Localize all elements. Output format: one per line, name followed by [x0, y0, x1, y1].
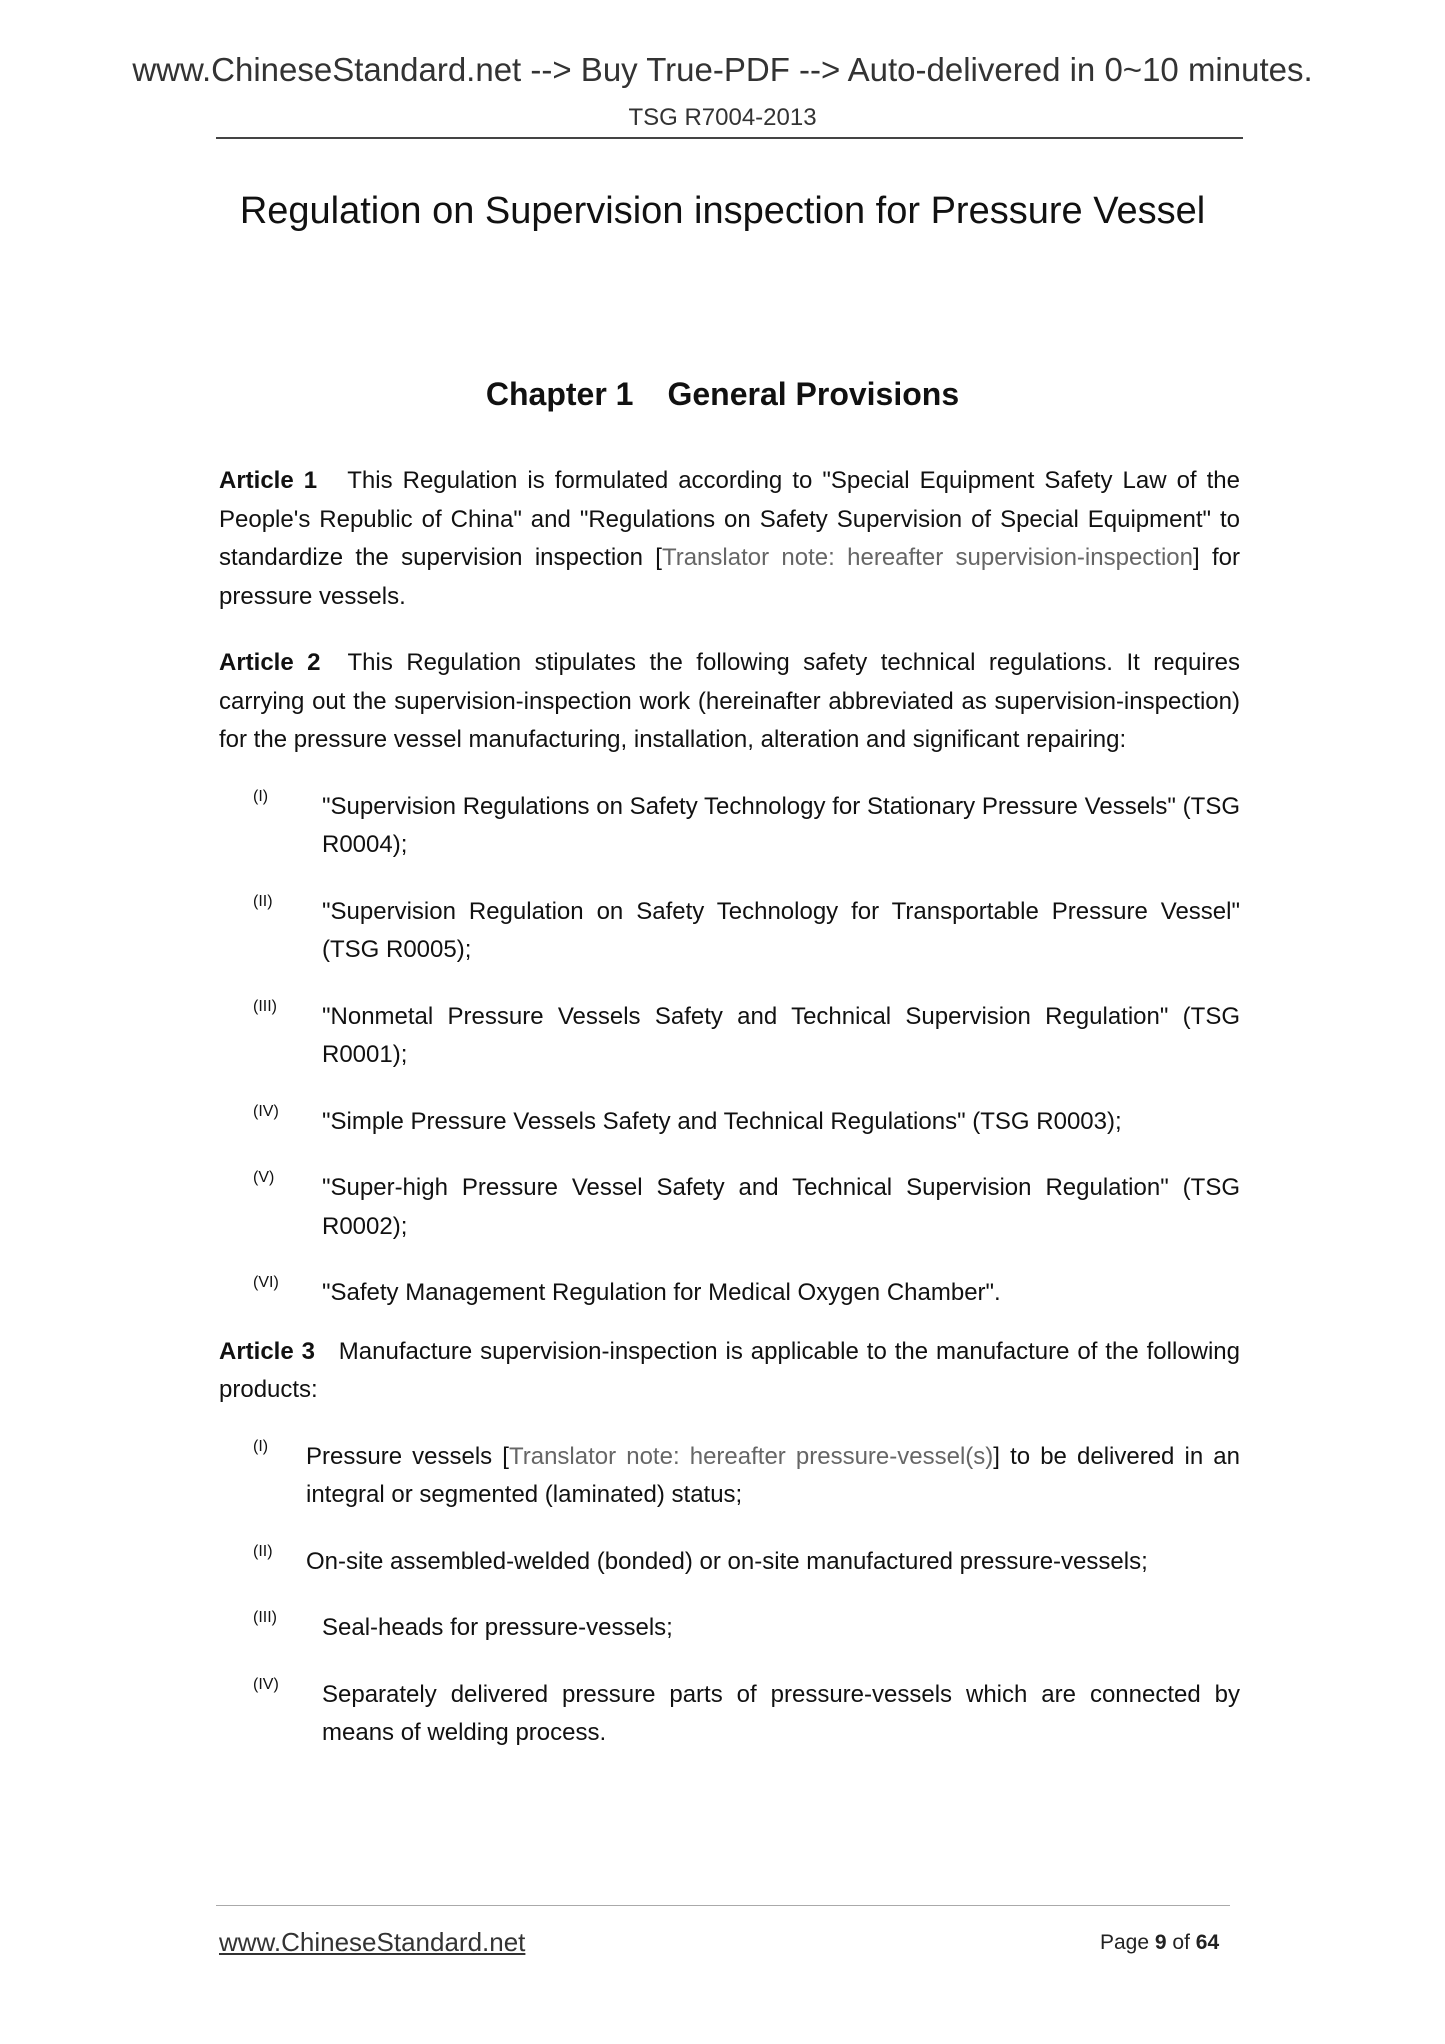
- list-item-text: "Super-high Pressure Vessel Safety and Technical Supervision Regulation" (TSG R0002);: [322, 1174, 1240, 1240]
- list-item: [219, 1543, 1240, 1582]
- list-item: [219, 893, 1240, 970]
- list-item-text: "Supervision Regulation on Safety Technology for Transportable Pressure Vessel" (TSG R0005);: [322, 897, 1240, 963]
- list-item-number: (I): [253, 787, 269, 805]
- list-item: [219, 1438, 1240, 1515]
- article-1: [219, 462, 1240, 616]
- chapter-number: Chapter 1: [485, 376, 634, 412]
- footer-site-link[interactable]: www.ChineseStandard.net: [219, 1927, 526, 1957]
- article-1-end: ] for pressure vessels.: [219, 544, 1240, 610]
- article-1-bracket: [: [642, 544, 662, 571]
- article-1-text: This Regulation is formulated according to "Special Equipment Safety Law of the People's Republic of China" and "Regulations on Safety Supervision of Special Equipment" to standardize the supervision inspection: [219, 467, 1241, 571]
- list-item-number: (II): [253, 1542, 273, 1560]
- translator-note: Translator note: hereafter pressure-vessel(s): [508, 1442, 994, 1470]
- header-divider: [216, 137, 1243, 139]
- list-item-text: Separately delivered pressure parts of pressure-vessels which are connected by means of welding process.: [322, 1680, 1240, 1746]
- page-word: Page: [1100, 1931, 1150, 1954]
- document-title: Regulation on Supervision inspection for Pressure Vessel: [239, 190, 1206, 232]
- list-item-text: On-site assembled-welded (bonded) or on-site manufactured pressure-vessels;: [306, 1547, 1148, 1575]
- list-item-number: (III): [253, 1609, 277, 1626]
- list-item-text: "Safety Management Regulation for Medical Oxygen Chamber".: [322, 1279, 1001, 1306]
- article-1-label: Article 1: [219, 467, 318, 494]
- list-item-number: (V): [253, 1169, 275, 1186]
- list-item-number: (IV): [253, 1102, 279, 1120]
- list-item: [219, 1274, 1240, 1313]
- list-item-number: (IV): [253, 1675, 279, 1693]
- list-item-text: "Simple Pressure Vessels Safety and Technical Regulations" (TSG R0003);: [322, 1107, 1122, 1135]
- translator-note: Translator note: hereafter supervision-inspection: [661, 544, 1193, 571]
- list-item-text: "Nonmetal Pressure Vessels Safety and Technical Supervision Regulation" (TSG R0001);: [322, 1002, 1240, 1068]
- list-item-number: (I): [253, 1437, 269, 1455]
- list-item-text-end: ] to be delivered in an integral or segmented (laminated) status;: [306, 1442, 1240, 1508]
- list-item: [219, 1169, 1240, 1246]
- list-item: [219, 1103, 1240, 1142]
- list-item-text: Seal-heads for pressure-vessels;: [322, 1614, 673, 1641]
- document-body: [219, 462, 1240, 1781]
- list-item-text-start: Pressure vessels [: [306, 1442, 509, 1470]
- article-3-text: Manufacture supervision-inspection is applicable to the manufacture of the following products:: [219, 1337, 1240, 1403]
- page-current: 9: [1154, 1931, 1167, 1954]
- list-item-number: (III): [253, 997, 277, 1015]
- list-item-text: [306, 1438, 1240, 1515]
- article-2: [219, 644, 1240, 760]
- list-item-text: "Supervision Regulations on Safety Technology for Stationary Pressure Vessels" (TSG R0004);: [322, 792, 1240, 858]
- list-item: [219, 1676, 1240, 1753]
- footer-divider: [216, 1905, 1230, 1906]
- article-2-label: Article 2: [219, 649, 321, 676]
- header-banner: www.ChineseStandard.net --> Buy True-PDF --> Auto-delivered in 0~10 minutes.: [132, 51, 1313, 88]
- page-indicator: [1100, 1931, 1219, 1955]
- article-2-text: This Regulation stipulates the following safety technical regulations. It requires carrying out the supervision-inspection work (hereinafter abbreviated as supervision-inspection) for the pressure vessel manufacturing, installation, alteration and significant repairing:: [219, 649, 1240, 753]
- article-3-label: Article 3: [219, 1337, 315, 1365]
- chapter-name: General Provisions: [667, 376, 960, 412]
- article-3: [219, 1333, 1240, 1410]
- chapter-heading: [0, 376, 1445, 413]
- list-item-number: (VI): [253, 1274, 279, 1291]
- standard-code: TSG R7004-2013: [628, 104, 817, 131]
- list-item: [219, 998, 1240, 1075]
- list-item: [219, 788, 1240, 865]
- list-item-number: (II): [253, 892, 273, 910]
- page-of: of: [1172, 1931, 1190, 1954]
- page-total: 64: [1195, 1931, 1220, 1954]
- list-item: [219, 1609, 1240, 1648]
